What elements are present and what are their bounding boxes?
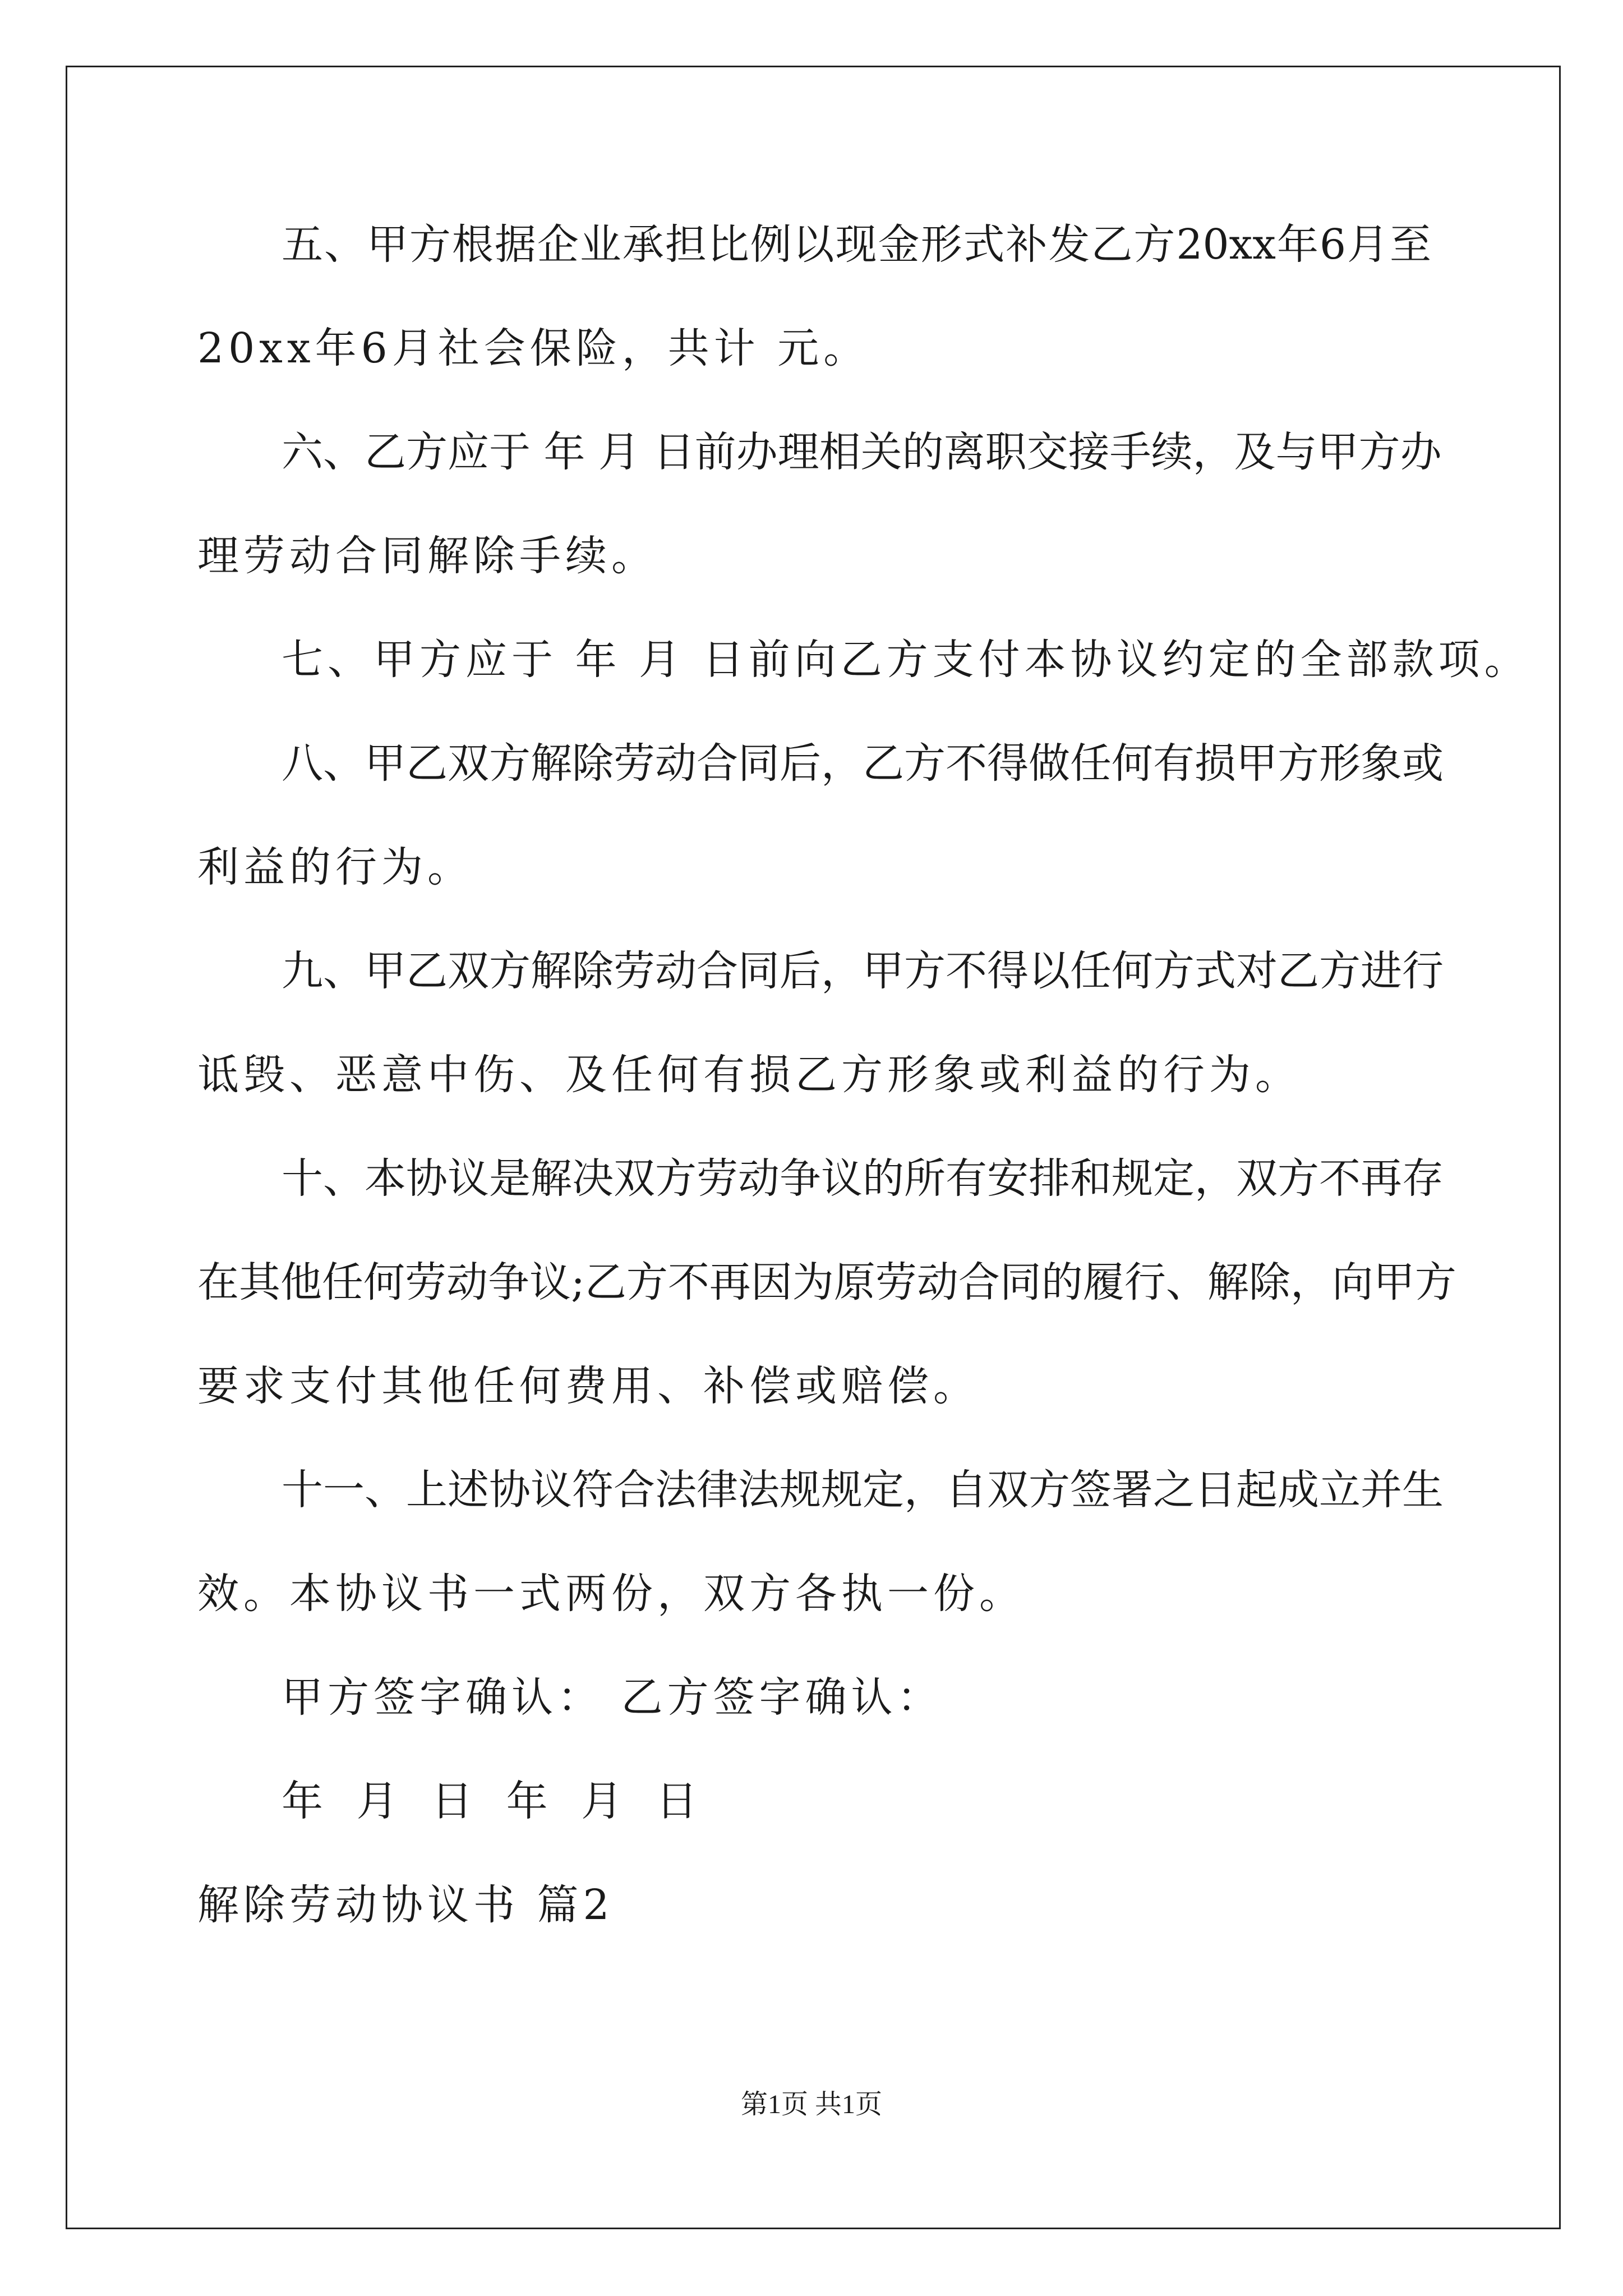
- clause-8-line-1: 八、甲乙双方解除劳动合同后，乙方不得做任何有损甲方形象或: [282, 739, 1444, 788]
- clause-6-line-1: 六、乙方应于 年 月 日前办理相关的离职交接手续，及与甲方办: [282, 428, 1442, 476]
- clause-5-line-2: 20xx年6月社会保险，共计 元。: [197, 324, 870, 372]
- clause-10-line-3: 要求支付其他任何费用、补偿或赔偿。: [197, 1362, 979, 1410]
- clause-10-line-2: 在其他任何劳动争议;乙方不再因为原劳动合同的履行、解除，向甲方: [197, 1258, 1456, 1306]
- page-footer: 第1页 共1页: [740, 2090, 882, 2119]
- signature-line: 甲方签字确认： 乙方签字确认：: [282, 1673, 943, 1722]
- clause-11-line-1: 十一、上述协议符合法律法规规定，自双方签署之日起成立并生: [282, 1466, 1444, 1514]
- clause-7-line-1: 七、甲方应于 年 月 日前向乙方支付本协议约定的全部款项。: [282, 636, 1530, 684]
- clause-9-line-2: 诋毁、恶意中伤、及任何有损乙方形象或利益的行为。: [197, 1051, 1301, 1099]
- clause-5-line-1: 五、甲方根据企业承担比例以现金形式补发乙方20xx年6月至: [282, 220, 1431, 269]
- clause-10-line-1: 十、本协议是解决双方劳动争议的所有安排和规定，双方不再存: [282, 1154, 1444, 1203]
- clause-6-line-2: 理劳动合同解除手续。: [197, 532, 657, 580]
- section-heading: 解除劳动协议书 篇2: [197, 1881, 614, 1929]
- clause-9-line-1: 九、甲乙双方解除劳动合同后，甲方不得以任何方式对乙方进行: [282, 947, 1444, 995]
- date-line: 年 月 日 年 月 日: [282, 1777, 702, 1825]
- clause-8-line-2: 利益的行为。: [197, 843, 473, 891]
- clause-11-line-2: 效。本协议书一式两份，双方各执一份。: [197, 1570, 1025, 1618]
